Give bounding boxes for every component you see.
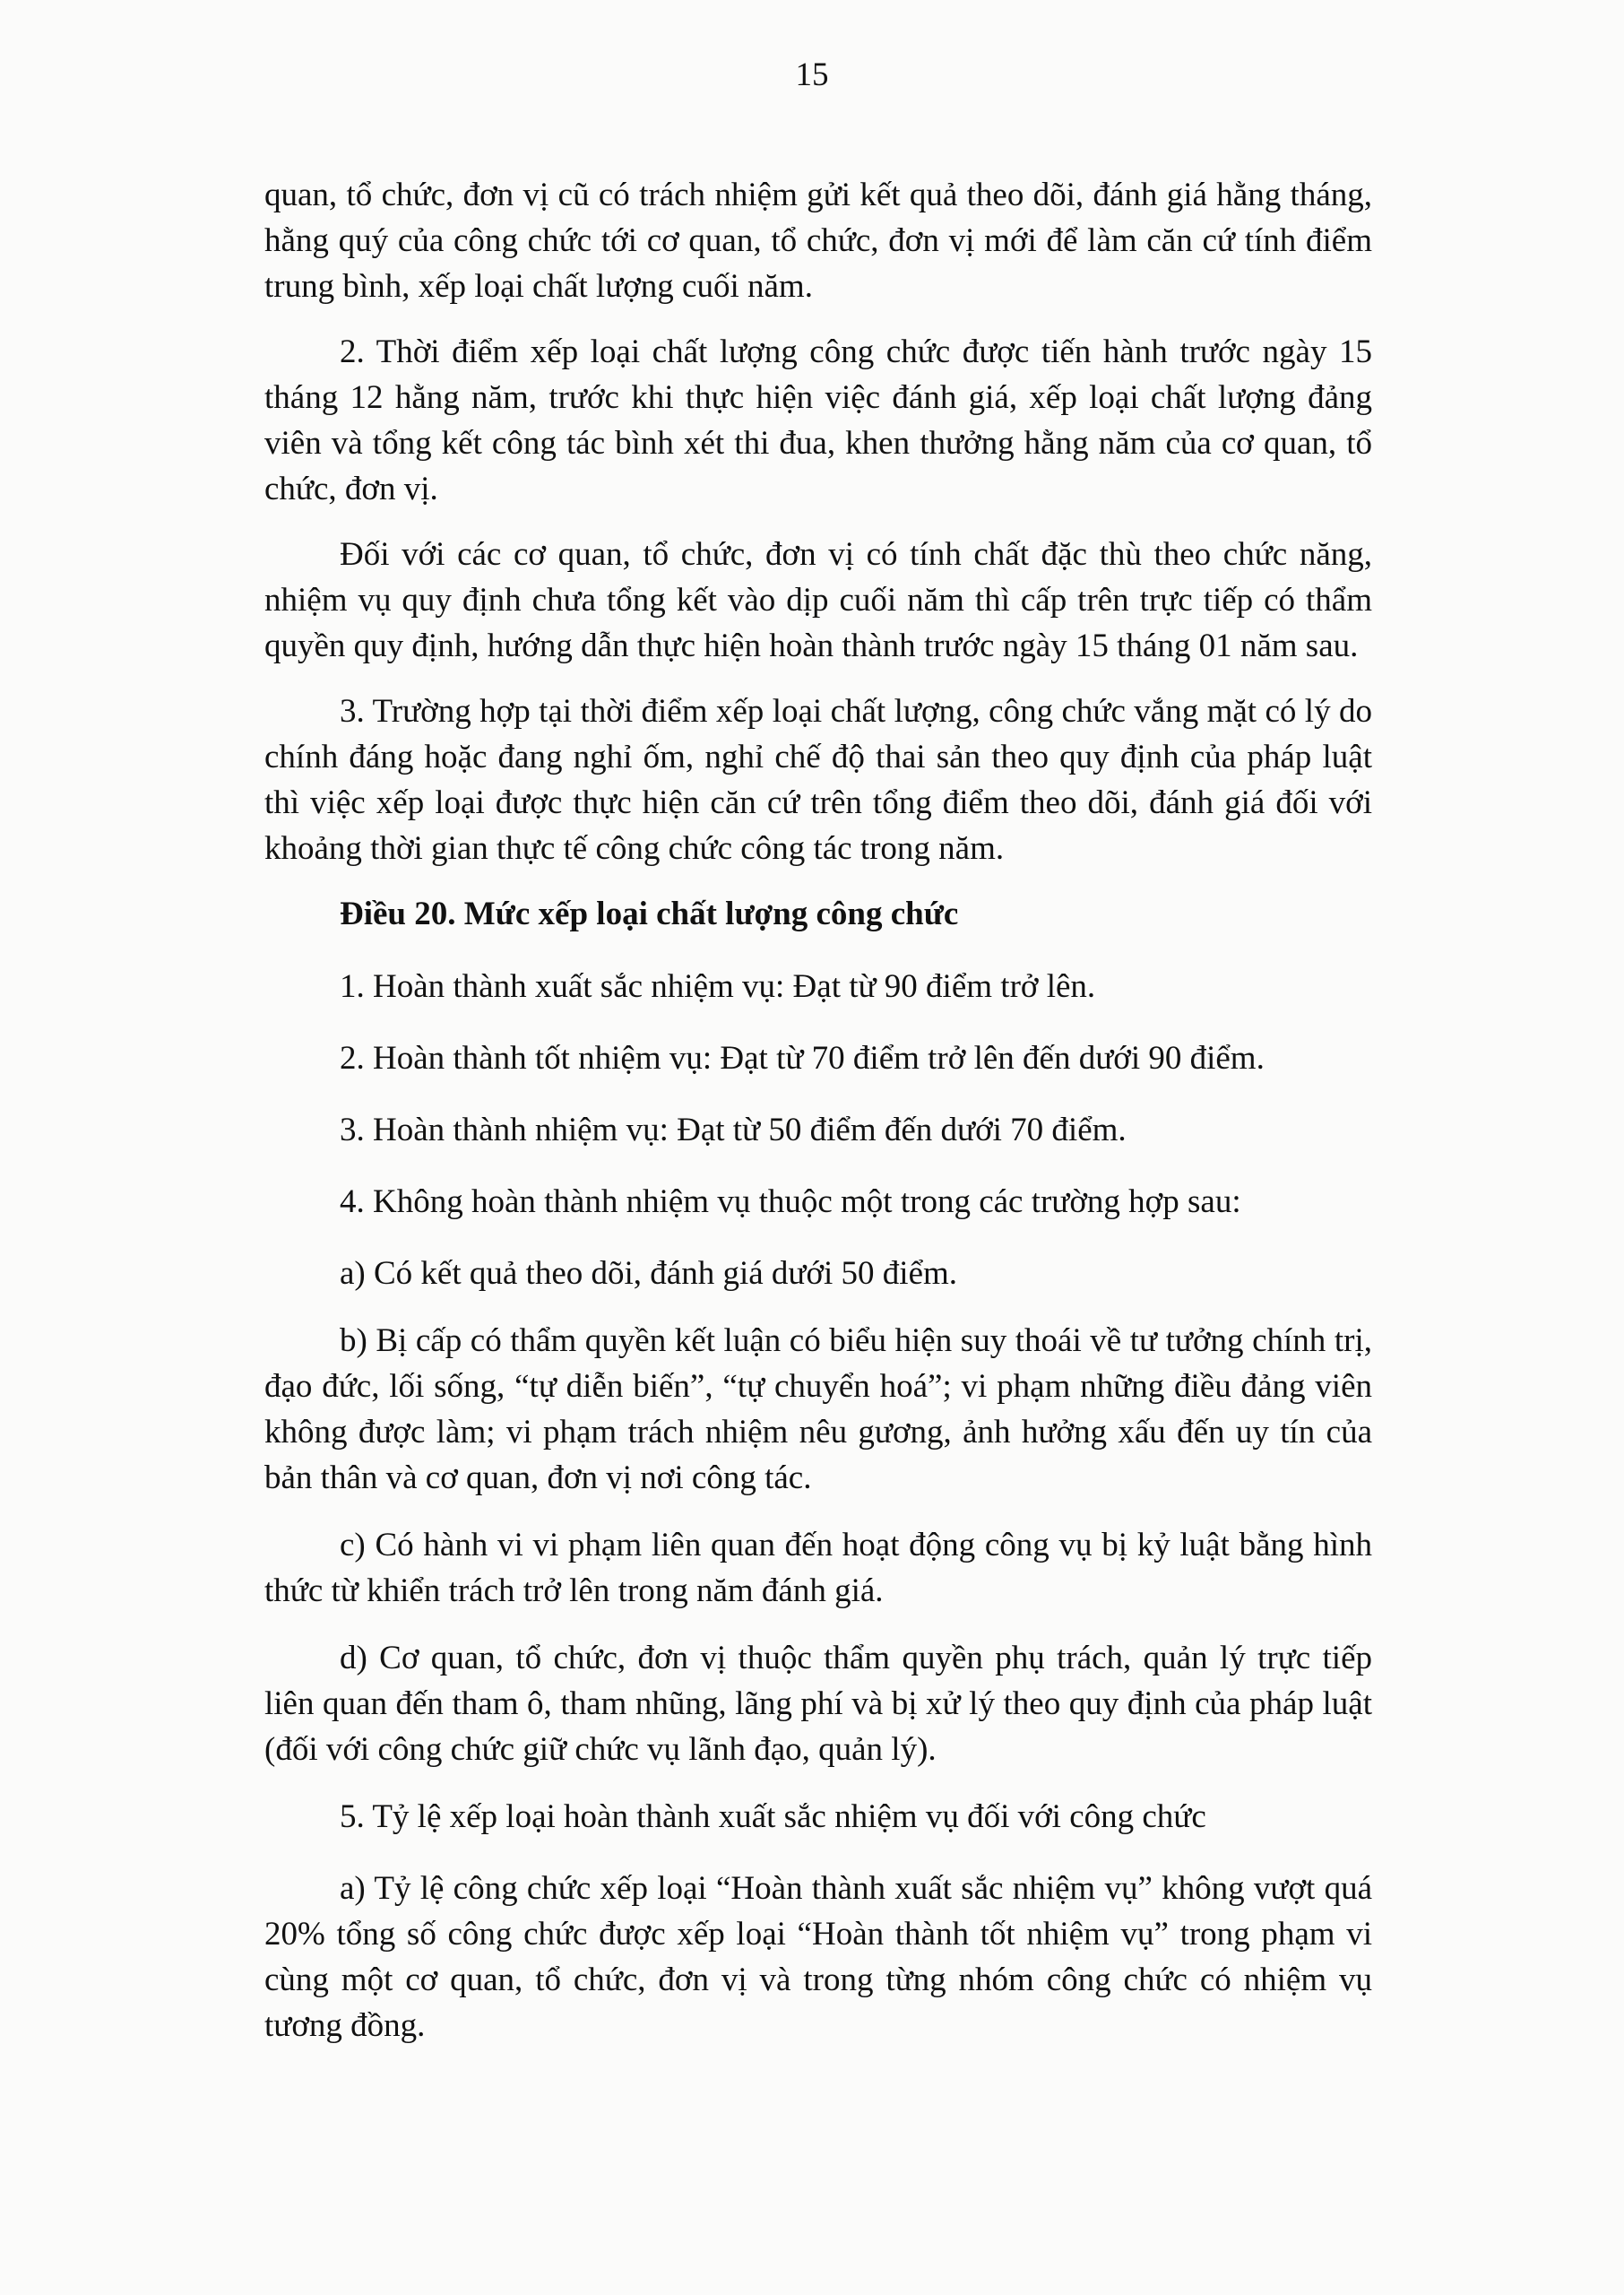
item-5-sub-a: a) Tỷ lệ công chức xếp loại “Hoàn thành xuất sắc nhiệm vụ” không vượt quá 20% tổng số công chức được xếp loại “Hoàn thành tốt nhiệm vụ” trong phạm vi cùng một cơ quan, tổ chức, đơn vị và trong từng nhóm công chức có nhiệm vụ tương đồng. bbox=[264, 1870, 1372, 2044]
article-20-item-5: 5. Tỷ lệ xếp loại hoàn thành xuất sắc nhiệm vụ đối với công chức bbox=[340, 1798, 1206, 1835]
article-20-item-2: 2. Hoàn thành tốt nhiệm vụ: Đạt từ 70 điểm trở lên đến dưới 90 điểm. bbox=[340, 1040, 1265, 1077]
article-20-item-1: 1. Hoàn thành xuất sắc nhiệm vụ: Đạt từ 90 điểm trở lên. bbox=[340, 968, 1096, 1005]
clause-3: 3. Trường hợp tại thời điểm xếp loại chất lượng, công chức vắng mặt có lý do chính đáng hoặc đang nghỉ ốm, nghỉ chế độ thai sản theo quy định của pháp luật thì việc xếp loại được thực hiện căn cứ trên tổng điểm theo dõi, đánh giá đối với khoảng thời gian thực tế công chức công tác trong năm. bbox=[264, 693, 1372, 867]
article-20-heading: Điều 20. Mức xếp loại chất lượng công chức bbox=[340, 896, 959, 932]
item-4-sub-b: b) Bị cấp có thẩm quyền kết luận có biểu hiện suy thoái về tư tưởng chính trị, đạo đức, lối sống, “tự diễn biến”, “tự chuyển hoá”; vi phạm những điều đảng viên không được làm; vi phạm trách nhiệm nêu gương, ảnh hưởng xấu đến uy tín của bản thân và cơ quan, đơn vị nơi công tác. bbox=[264, 1322, 1372, 1496]
paragraph-continuation: quan, tổ chức, đơn vị cũ có trách nhiệm gửi kết quả theo dõi, đánh giá hằng tháng, hằng quý của công chức tới cơ quan, tổ chức, đơn vị mới để làm căn cứ tính điểm trung bình, xếp loại chất lượng cuối năm. bbox=[264, 177, 1372, 305]
item-4-sub-a: a) Có kết quả theo dõi, đánh giá dưới 50 điểm. bbox=[340, 1255, 958, 1292]
page-number: 15 bbox=[795, 56, 829, 93]
item-4-sub-c: c) Có hành vi vi phạm liên quan đến hoạt động công vụ bị kỷ luật bằng hình thức từ khiển trách trở lên trong năm đánh giá. bbox=[264, 1527, 1372, 1609]
document-body bbox=[264, 172, 1372, 2070]
article-20-item-4: 4. Không hoàn thành nhiệm vụ thuộc một trong các trường hợp sau: bbox=[340, 1183, 1241, 1220]
clause-2: 2. Thời điểm xếp loại chất lượng công chức được tiến hành trước ngày 15 tháng 12 hằng năm, trước khi thực hiện việc đánh giá, xếp loại chất lượng đảng viên và tổng kết công tác bình xét thi đua, khen thưởng hằng năm của cơ quan, tổ chức, đơn vị. bbox=[264, 333, 1372, 507]
item-4-sub-d: d) Cơ quan, tổ chức, đơn vị thuộc thẩm quyền phụ trách, quản lý trực tiếp liên quan đến tham ô, tham nhũng, lãng phí và bị xử lý theo quy định của pháp luật (đối với công chức giữ chức vụ lãnh đạo, quản lý). bbox=[264, 1640, 1372, 1768]
article-20-item-3: 3. Hoàn thành nhiệm vụ: Đạt từ 50 điểm đến dưới 70 điểm. bbox=[340, 1112, 1127, 1148]
clause-2-note: Đối với các cơ quan, tổ chức, đơn vị có tính chất đặc thù theo chức năng, nhiệm vụ quy định chưa tổng kết vào dịp cuối năm thì cấp trên trực tiếp có thẩm quyền quy định, hướng dẫn thực hiện hoàn thành trước ngày 15 tháng 01 năm sau. bbox=[264, 536, 1372, 664]
